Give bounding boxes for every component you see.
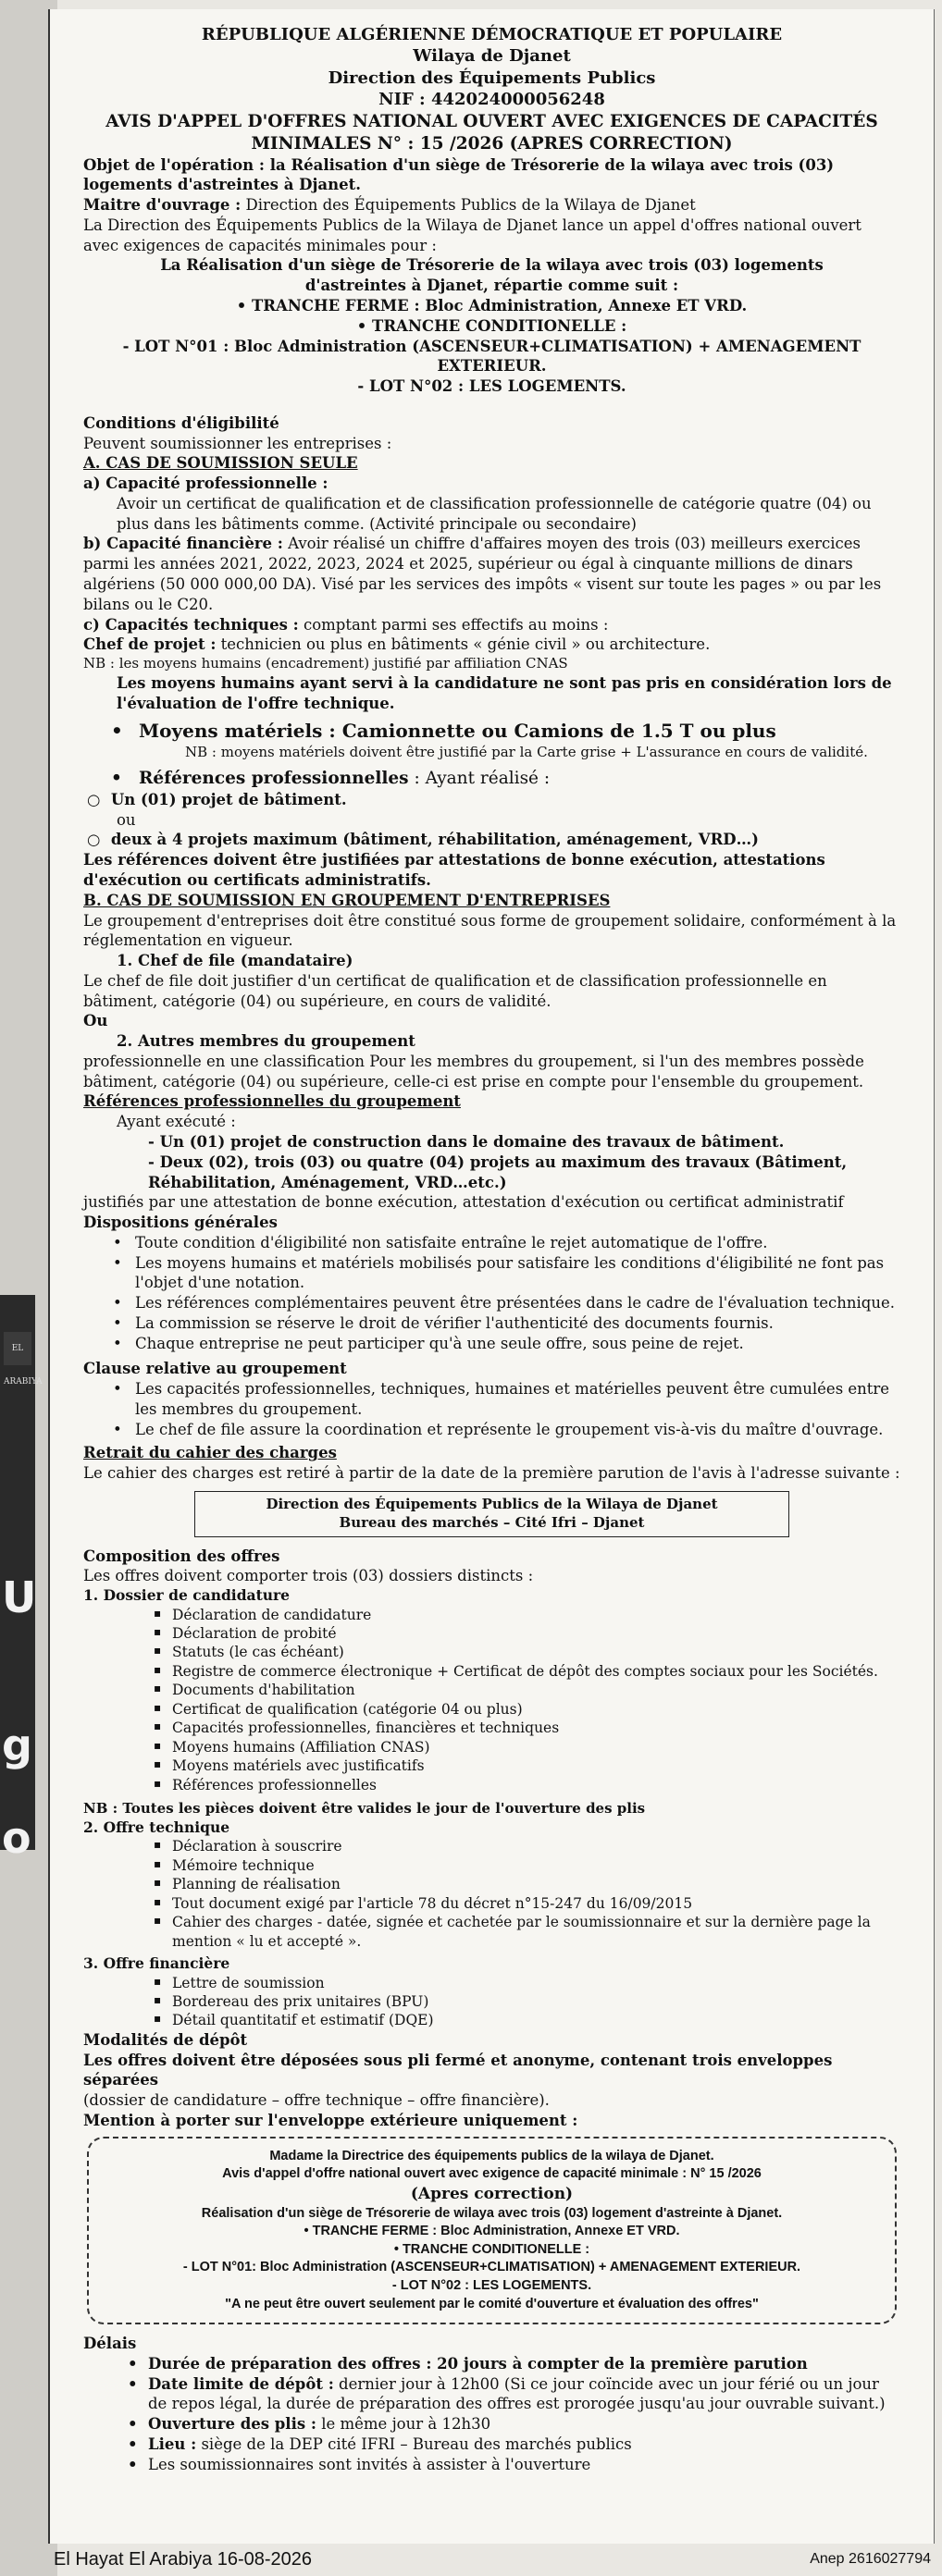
anep-reference: Anep 2616027794 (810, 2551, 931, 2567)
lot-02: - LOT N°02 : LES LOGEMENTS. (357, 377, 626, 396)
list-item: ▪ Registre de commerce électronique + Certificat de dépôt des comptes sociaux pour les Sociétés. (172, 1662, 900, 1681)
list-item: ▪ Déclaration de probité (172, 1624, 900, 1643)
delai-text: siège de la DEP cité IFRI – Bureau des marchés publics (196, 2434, 632, 2453)
notice-document (48, 9, 935, 2544)
chef-projet-text: technicien ou plus en bâtiments « génie civil » ou architecture. (216, 635, 711, 654)
nif-number: NIF : 442024000056248 (378, 90, 605, 110)
list-item: ▪ Tout document exigé par l'article 78 du décret n°15-247 du 16/09/2015 (172, 1894, 900, 1913)
clause-list (83, 1379, 900, 1439)
groupement-reference-2: - Deux (02), trois (03) ou quatre (04) projets au maximum des travaux (Bâtiment, Réhabilitation, Aménagement, VRD…etc.) (148, 1152, 848, 1191)
envelope-line: - LOT N°01: Bloc Administration (ASCENSEUR+CLIMATISATION) + AMENAGEMENT EXTERIEUR. (182, 2260, 801, 2275)
newspaper-credit: El Hayat El Arabiya 16-08-2026 (54, 2549, 313, 2570)
envelope-line: (Apres correction) (410, 2184, 574, 2203)
envelope-mention-box (87, 2137, 897, 2324)
dossier-candidature-title: 1. Dossier de candidature (83, 1586, 291, 1605)
envelope-line: • TRANCHE FERME : Bloc Administration, Annexe ET VRD. (304, 2224, 680, 2239)
groupement-reference-1: - Un (01) projet de construction dans le domaine des travaux de bâtiment. (148, 1132, 785, 1151)
list-item: ▪ Moyens humains (Affiliation CNAS) (172, 1738, 900, 1756)
list-item (148, 2354, 900, 2374)
list-item: ▪ Détail quantitatif et estimatif (DQE) (172, 2011, 900, 2029)
objet-text: la Réalisation d'un siège de Trésorerie de la wilaya avec trois (03) logements d'astreintes à Djanet. (83, 155, 835, 194)
adjacent-page-glyph: o (2, 1813, 31, 1863)
direction-title: Direction des Équipements Publics (328, 68, 656, 88)
dispositions-list (83, 1233, 900, 1354)
delai-text: Les soumissionnaires sont invités à assister à l'ouverture (148, 2455, 591, 2473)
moyens-humains-note: Les moyens humains ayant servi à la candidature ne sont pas pris en considération lors de l'évaluation de l'offre technique. (117, 673, 892, 712)
envelope-line: Madame la Directrice des équipements publics de la wilaya de Djanet. (269, 2148, 714, 2163)
delai-label: Ouverture des plis : (148, 2415, 316, 2434)
case-a-title: A. CAS DE SOUMISSION SEULE (83, 454, 358, 473)
delais-list (83, 2354, 900, 2475)
objet-paragraph (83, 155, 900, 196)
envelope-line: Avis d'appel d'offre national ouvert avec exigence de capacité minimale : N° 15 /2026 (222, 2166, 762, 2182)
moyens-materiels-label: Moyens matériels : (139, 720, 336, 743)
adjacent-page-glyph: g (2, 1720, 32, 1770)
clause-title: Clause relative au groupement (83, 1360, 347, 1378)
lot-01: - LOT N°01 : Bloc Administration (ASCENSEUR+CLIMATISATION) + AMENAGEMENT EXTERIEUR. (122, 337, 861, 376)
list-item: ▪ Moyens matériels avec justificatifs (172, 1756, 900, 1775)
reference-ou: ou (117, 810, 136, 829)
chef-file-text: Le chef de file doit justifier d'un certificat de qualification et de classification professionnelle en bâtiment, catégorie (04) ou supérieure, en cours de validité. (83, 971, 827, 1010)
capacite-tech-paragraph (83, 615, 900, 635)
offre-financiere-title: 3. Offre financière (83, 1954, 230, 1973)
wilaya-title: Wilaya de Djanet (413, 46, 571, 67)
references-label: Références professionnelles (139, 768, 409, 788)
list-item: • Chaque entreprise ne peut participer qu'à une seule offre, sous peine de rejet. (135, 1334, 900, 1354)
reference-1: ○ Un (01) projet de bâtiment. (87, 790, 347, 808)
envelope-line: Réalisation d'un siège de Trésorerie de wilaya avec trois (03) logement d'astreinte à Djanet. (201, 2205, 783, 2221)
composition-text: Les offres doivent comporter trois (03) dossiers distincts : (83, 1567, 534, 1585)
list-item: ▪ Planning de réalisation (172, 1875, 900, 1893)
ayant-execute: Ayant exécuté : (117, 1113, 236, 1131)
list-item: • Le chef de file assure la coordination et représente le groupement vis-à-vis du maître d'ouvrage. (135, 1420, 900, 1440)
reference-1-text: Un (01) projet de bâtiment. (110, 790, 347, 808)
references-text: : Ayant réalisé : (408, 768, 551, 788)
chef-projet-label: Chef de projet : (83, 635, 217, 654)
capacite-pro-text: Avoir un certificat de qualification et de classification professionnelle de catégorie quatre (04) ou plus dans les bâtiments comme. (Activité principale ou secondaire) (117, 494, 872, 533)
delai-text: le même jour à 12h30 (316, 2415, 491, 2434)
pieces-nb: NB : Toutes les pièces doivent être valides le jour de l'ouverture des plis (83, 1800, 646, 1818)
retrait-title: Retrait du cahier des charges (83, 1444, 337, 1462)
tranche-conditionnelle: • TRANCHE CONDITIONELLE : (356, 316, 627, 335)
list-item: • Les moyens humains et matériels mobilisés pour satisfaire les conditions d'éligibilité ne font pas l'objet d'une notation. (135, 1253, 900, 1294)
objet-label: Objet de l'opération : (83, 155, 265, 174)
reference-2-text: deux à 4 projets maximum (bâtiment, réhabilitation, aménagement, VRD…) (110, 831, 759, 849)
offre-financiere-list (83, 1974, 900, 2030)
list-item: ▪ Capacités professionnelles, financières et techniques (172, 1719, 900, 1737)
delai-label: Durée de préparation des offres : (148, 2354, 432, 2373)
project-line-1: La Réalisation d'un siège de Trésorerie de la wilaya avec trois (03) logements (160, 256, 824, 275)
republic-title: RÉPUBLIQUE ALGÉRIENNE DÉMOCRATIQUE ET POPULAIRE (201, 25, 783, 44)
eligibility-intro: Peuvent soumissionner les entreprises : (83, 434, 392, 452)
composition-title: Composition des offres (83, 1547, 280, 1565)
list-item: ▪ Mémoire technique (172, 1856, 900, 1875)
delais-title: Délais (83, 2335, 137, 2353)
adjacent-page-glyph: U (2, 1572, 37, 1622)
delai-text: 20 jours à compter de la première parution (431, 2354, 808, 2373)
references-justification: Les références doivent être justifiées par attestations de bonne exécution, attestations d'exécution ou certificats administratifs. (83, 851, 825, 890)
groupement-references-justification: justifiés par une attestation de bonne exécution, attestation d'exécution ou certificat administratif (83, 1193, 844, 1212)
project-line-2: d'astreintes à Djanet, répartie comme suit : (304, 277, 679, 295)
notice-header (83, 24, 900, 155)
offre-technique-title: 2. Offre technique (83, 1818, 230, 1836)
envelope-line: • TRANCHE CONDITIONELLE : (393, 2241, 590, 2257)
list-item (148, 2434, 900, 2455)
list-item: • Les références complémentaires peuvent être présentées dans le cadre de l'évaluation technique. (135, 1293, 900, 1313)
references-groupement-title: Références professionnelles du groupement (83, 1092, 461, 1111)
list-item: ▪ Déclaration à souscrire (172, 1837, 900, 1855)
autres-membres-text: professionnelle en une classification Pour les membres du groupement, si l'un des membres possède bâtiment, catégorie (04) ou supérieure, celle-ci est prise en compte pour l'ensemble du groupement. (83, 1052, 864, 1091)
moyens-materiels-item (83, 719, 900, 743)
maitre-text: Direction des Équipements Publics de la Wilaya de Djanet (241, 196, 696, 215)
chef-file-title: 1. Chef de file (mandataire) (117, 952, 353, 970)
delai-text: dernier jour à 12h00 (Si ce jour coïncide avec un jour férié ou un jour de repos légal, la durée de préparation des offres est prorogée jusqu'au jour ouvrable suivant.) (148, 2374, 886, 2413)
list-item: ▪ Documents d'habilitation (172, 1681, 900, 1699)
maitre-paragraph (83, 195, 900, 216)
envelope-line: - LOT N°02 : LES LOGEMENTS. (391, 2278, 592, 2294)
list-item: ▪ Bordereau des prix unitaires (BPU) (172, 1992, 900, 2011)
address-line-1: Direction des Équipements Publics de la Wilaya de Djanet (266, 1495, 718, 1512)
list-item: ▪ Références professionnelles (172, 1776, 900, 1794)
capacite-fin-label: b) Capacité financière : (83, 535, 283, 553)
depot-title: Modalités de dépôt (83, 2030, 248, 2049)
dossier-candidature-list (83, 1606, 900, 1795)
delai-label: Lieu : (148, 2434, 197, 2453)
list-item (148, 2455, 900, 2475)
case-b-title: B. CAS DE SOUMISSION EN GROUPEMENT D'ENTREPRISES (83, 891, 611, 909)
capacite-tech-text: comptant parmi ses effectifs au moins : (298, 615, 609, 634)
retrait-text: Le cahier des charges est retiré à partir de la date de la première parution de l'avis à l'adresse suivante : (83, 1464, 900, 1483)
list-item: • Les capacités professionnelles, techniques, humaines et matérielles peuvent être cumulées entre les membres du groupement. (135, 1379, 900, 1420)
address-box (194, 1491, 789, 1537)
reference-2: ○ deux à 4 projets maximum (bâtiment, réhabilitation, aménagement, VRD…) (87, 831, 759, 849)
eligibility-title: Conditions d'éligibilité (83, 413, 279, 432)
avis-number: MINIMALES N° : 15 /2026 (APRES CORRECTION) (251, 133, 733, 154)
list-item: ▪ Statuts (le cas échéant) (172, 1643, 900, 1661)
depot-text: Les offres doivent être déposées sous pli fermé et anonyme, contenant trois enveloppes séparées (83, 2051, 833, 2089)
dispositions-title: Dispositions générales (83, 1214, 278, 1232)
address-line-2: Bureau des marchés – Cité Ifri – Djanet (339, 1513, 645, 1531)
tranche-ferme: • TRANCHE FERME : Bloc Administration, Annexe ET VRD. (236, 297, 748, 315)
list-item: ▪ Lettre de soumission (172, 1974, 900, 1992)
list-item (148, 2414, 900, 2434)
delai-label: Date limite de dépôt : (148, 2374, 334, 2393)
adjacent-page-tag: EL ARABIYA (4, 1332, 31, 1365)
list-item: ▪ Certificat de qualification (catégorie 04 ou plus) (172, 1700, 900, 1719)
moyens-materiels-nb: NB : moyens matériels doivent être justifié par la Carte grise + L'assurance en cours de validité. (185, 743, 868, 760)
capacite-tech-label: c) Capacités techniques : (83, 615, 299, 634)
moyens-humains-nb: NB : les moyens humains (encadrement) justifié par affiliation CNAS (83, 655, 568, 672)
envelope-line: "A ne peut être ouvert seulement par le comité d'ouverture et évaluation des offres" (225, 2296, 759, 2311)
moyens-materiels-text: Camionnette ou Camions de 1.5 T ou plus (335, 720, 776, 743)
lance-paragraph: La Direction des Équipements Publics de la Wilaya de Djanet lance un appel d'offres national ouvert avec exigences de capacités minimales pour : (83, 216, 861, 254)
chef-projet-paragraph (83, 635, 900, 655)
references-item (83, 768, 900, 790)
list-item: ▪ Cahier des charges - datée, signée et cachetée par le soumissionnaire et sur la dernière page la mention « lu et accepté ». (172, 1913, 900, 1951)
list-item: • La commission se réserve le droit de vérifier l'authenticité des documents fournis. (135, 1313, 900, 1334)
maitre-label: Maitre d'ouvrage : (83, 196, 242, 215)
page-footer (48, 2545, 935, 2576)
capacite-pro-label: a) Capacité professionnelle : (83, 475, 328, 493)
capacite-fin-paragraph (83, 534, 900, 614)
list-item: ▪ Déclaration de candidature (172, 1606, 900, 1624)
depot-mention: Mention à porter sur l'enveloppe extérieure uniquement : (83, 2111, 578, 2129)
depot-envelopes: (dossier de candidature – offre technique – offre financière). (83, 2091, 550, 2110)
list-item (148, 2374, 900, 2415)
avis-title: AVIS D'APPEL D'OFFRES NATIONAL OUVERT AVEC EXIGENCES DE CAPACITÉS (105, 111, 878, 131)
capacite-fin-text: Avoir réalisé un chiffre d'affaires moyen des trois (03) meilleurs exercices parmi les années 2021, 2022, 2023, 2024 et 2025, supérieur ou égal à cinquante millions de dinars algériens (50 000 000,00 DA). Visé par les services des impôts « visent sur toute les pages » ou par les bilans ou le C20. (83, 535, 882, 613)
autres-membres-title: 2. Autres membres du groupement (117, 1032, 415, 1051)
offre-technique-list (83, 1837, 900, 1951)
groupement-text: Le groupement d'entreprises doit être constitué sous forme de groupement solidaire, conformément à la réglementation en vigueur. (83, 911, 897, 950)
list-item: • Toute condition d'éligibilité non satisfaite entraîne le rejet automatique de l'offre. (135, 1233, 900, 1253)
groupement-ou: Ou (83, 1012, 108, 1030)
